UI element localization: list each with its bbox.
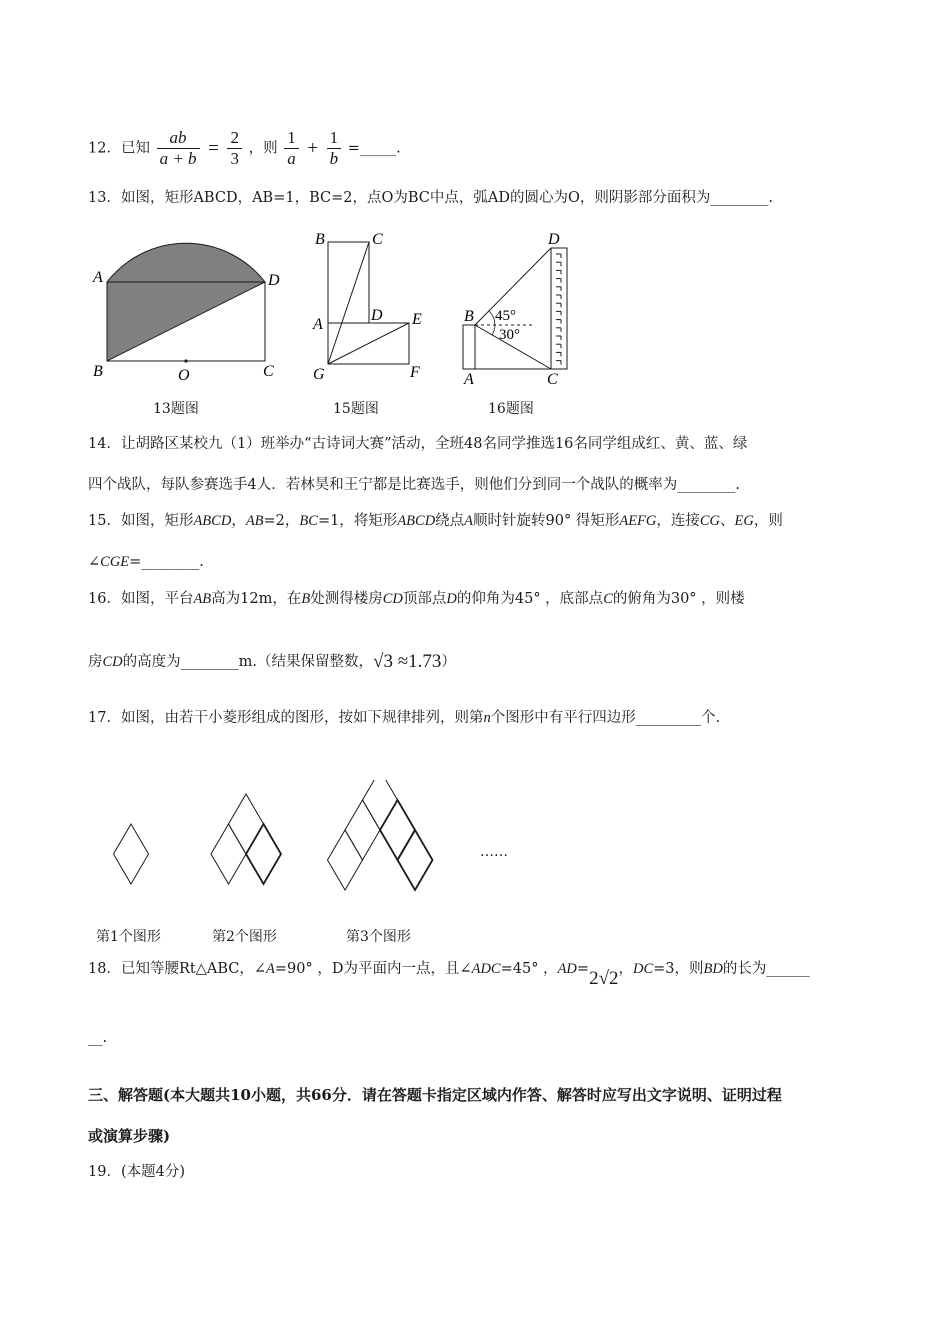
q12-prefix: 12．已知 bbox=[88, 140, 150, 157]
fraction-ab-over-a-plus-b bbox=[157, 128, 200, 169]
var: ADC bbox=[471, 961, 501, 977]
label-b: B bbox=[315, 231, 325, 248]
angle-symbol: ∠ bbox=[88, 554, 101, 570]
section-3-heading-line-1: 三、解答题(本大题共10小题，共66分．请在答题卡指定区域内作答、解答时应写出文字说明、证明过程 bbox=[88, 1086, 782, 1104]
text: =2， bbox=[263, 513, 300, 529]
pattern-2-caption: 第2个图形 bbox=[212, 929, 277, 945]
label-d: D bbox=[548, 231, 560, 248]
text: 的长为______ bbox=[722, 961, 810, 977]
fraction-one-over-b bbox=[327, 128, 342, 169]
text: ） bbox=[441, 654, 456, 670]
question-15-line-2 bbox=[88, 552, 204, 572]
question-16-line-2 bbox=[88, 652, 456, 672]
var: A bbox=[266, 961, 275, 977]
figure-17 bbox=[100, 780, 540, 920]
text: 处测得楼房 bbox=[310, 591, 383, 607]
text: 个图形中有平行四边形_________个. bbox=[490, 710, 721, 726]
var: CD bbox=[382, 591, 403, 607]
q12-mid: ，则 bbox=[248, 140, 278, 157]
text: 的高度为________m.（结果保留整数， bbox=[122, 654, 374, 670]
fraction-denominator: b bbox=[327, 148, 342, 169]
small-rhombus bbox=[328, 830, 363, 890]
text: 17．如图，由若干小菱形组成的图形，按如下规律排列，则第 bbox=[88, 710, 484, 726]
fraction-numerator: ab bbox=[169, 128, 187, 147]
pattern-1-caption: 第1个图形 bbox=[96, 929, 161, 945]
label-g: G bbox=[313, 366, 325, 383]
ellipsis: …… bbox=[480, 844, 508, 860]
angle-arc-30 bbox=[492, 325, 495, 335]
figure-13 bbox=[88, 240, 288, 390]
question-16-line-1 bbox=[88, 589, 745, 609]
text: ，连接 bbox=[656, 513, 700, 529]
label-c: C bbox=[263, 363, 274, 380]
angle-label-30: 30° bbox=[499, 327, 520, 343]
var: CGE bbox=[100, 554, 130, 570]
angle-label-45: 45° bbox=[495, 308, 516, 324]
text: ， bbox=[231, 513, 246, 529]
question-12 bbox=[88, 128, 401, 169]
fraction-numerator: 1 bbox=[287, 128, 296, 147]
figure-13-caption: 13题图 bbox=[153, 401, 199, 417]
small-rhombus bbox=[114, 824, 149, 884]
figure-15-caption: 15题图 bbox=[333, 401, 379, 417]
small-rhombus bbox=[229, 794, 264, 854]
label-a: A bbox=[464, 371, 474, 388]
text: 顶部点 bbox=[402, 591, 447, 607]
rectangle-abcd bbox=[328, 242, 369, 323]
figure-15 bbox=[308, 228, 433, 388]
question-19: 19．(本题4分) bbox=[88, 1164, 185, 1180]
building-window-ticks bbox=[556, 254, 561, 365]
var: AEFG bbox=[619, 513, 657, 529]
var: ABCD bbox=[193, 513, 232, 529]
small-rhombus bbox=[380, 800, 415, 860]
var: AD bbox=[557, 961, 577, 977]
fraction-two-thirds bbox=[227, 128, 242, 169]
question-18-line-1 bbox=[88, 959, 810, 989]
var: n bbox=[483, 710, 491, 726]
label-f: F bbox=[410, 364, 420, 381]
var: AB bbox=[193, 591, 212, 607]
var: AB bbox=[245, 513, 264, 529]
small-rhombus bbox=[398, 830, 433, 890]
text: 16．如图，平台 bbox=[88, 591, 194, 607]
shaded-segment bbox=[107, 243, 265, 282]
text: =1，将矩形 bbox=[317, 513, 398, 529]
point-o bbox=[184, 359, 187, 362]
label-b: B bbox=[464, 308, 474, 325]
label-a: A bbox=[93, 269, 103, 286]
label-a: A bbox=[313, 316, 323, 333]
section-3-heading-line-2: 或演算步骤) bbox=[88, 1127, 171, 1145]
var: A bbox=[464, 513, 474, 529]
label-b: B bbox=[93, 363, 103, 380]
label-d: D bbox=[268, 272, 280, 289]
figure-16-caption: 16题图 bbox=[488, 401, 534, 417]
text: =3，则 bbox=[653, 961, 704, 977]
equals-sign: = bbox=[208, 137, 219, 159]
var: DC bbox=[633, 961, 654, 977]
segment-cg bbox=[328, 242, 369, 364]
fraction-one-over-a bbox=[284, 128, 299, 169]
text: 、 bbox=[720, 513, 735, 529]
var: B bbox=[301, 591, 311, 607]
two-sqrt2: 2√2 bbox=[589, 968, 619, 989]
platform-ab bbox=[463, 325, 475, 369]
text: 绕点 bbox=[435, 513, 465, 529]
label-c: C bbox=[372, 231, 383, 248]
label-e: E bbox=[412, 311, 422, 328]
question-13: 13．如图，矩形ABCD，AB=1，BC=2，点O为BC中点，弧AD的圆心为O，则阴影部分面积为________. bbox=[88, 190, 773, 206]
small-rhombus bbox=[246, 824, 281, 884]
label-c: C bbox=[547, 371, 558, 388]
text: ，则 bbox=[753, 513, 783, 529]
pattern-2 bbox=[211, 794, 281, 884]
text: 15．如图，矩形 bbox=[88, 513, 194, 529]
var: BD bbox=[703, 961, 723, 977]
var: EG bbox=[734, 513, 754, 529]
fraction-denominator: a bbox=[284, 148, 299, 169]
text: 房 bbox=[88, 654, 103, 670]
text: 的俯角为30° ，则楼 bbox=[612, 591, 745, 607]
var: ABCD bbox=[397, 513, 436, 529]
label-o: O bbox=[178, 367, 190, 384]
fraction-denominator: a + b bbox=[157, 148, 200, 169]
question-17 bbox=[88, 708, 720, 728]
fraction-numerator: 1 bbox=[329, 128, 339, 147]
text: ， bbox=[618, 961, 633, 977]
var: CG bbox=[699, 513, 721, 529]
fraction-numerator: 2 bbox=[230, 128, 239, 147]
pattern-1 bbox=[114, 824, 149, 884]
text: =________. bbox=[129, 554, 204, 570]
small-rhombus bbox=[345, 800, 380, 860]
text: =45° ， bbox=[500, 961, 558, 977]
text: 的仰角为45° ，底部点 bbox=[456, 591, 604, 607]
text: 顺时针旋转90° 得矩形 bbox=[473, 513, 620, 529]
question-14-line-1: 14．让胡路区某校九（1）班举办“古诗词大赛”活动，全班48名同学推选16名同学组成红、黄、蓝、绿 bbox=[88, 436, 748, 452]
var: BC bbox=[299, 513, 318, 529]
text: =90° ，D为平面内一点，且∠ bbox=[274, 961, 472, 977]
small-rhombus bbox=[363, 780, 398, 830]
question-15-line-1 bbox=[88, 511, 783, 531]
q12-suffix: =_____. bbox=[347, 140, 401, 157]
var: CD bbox=[102, 654, 123, 670]
pattern-3-caption: 第3个图形 bbox=[346, 929, 411, 945]
figure-16 bbox=[455, 228, 585, 388]
sqrt3-approximation: √3 ≈1.73 bbox=[373, 651, 442, 672]
small-rhombus bbox=[211, 824, 246, 884]
pattern-3 bbox=[328, 780, 433, 890]
question-18-line-2: __. bbox=[88, 1030, 108, 1046]
text: 高为12m，在 bbox=[211, 591, 302, 607]
building-cd bbox=[551, 248, 567, 369]
question-14-line-2: 四个战队，每队参赛选手4人．若林昊和王宁都是比赛选手，则他们分到同一个战队的概率为________. bbox=[88, 477, 740, 493]
label-d: D bbox=[371, 307, 383, 324]
shaded-triangle bbox=[107, 282, 265, 361]
fraction-denominator: 3 bbox=[227, 148, 242, 169]
plus-sign: + bbox=[307, 137, 319, 159]
var: D bbox=[446, 591, 457, 607]
var: C bbox=[603, 591, 613, 607]
text: 18．已知等腰Rt△ABC，∠ bbox=[88, 961, 266, 977]
text: = bbox=[576, 961, 590, 977]
